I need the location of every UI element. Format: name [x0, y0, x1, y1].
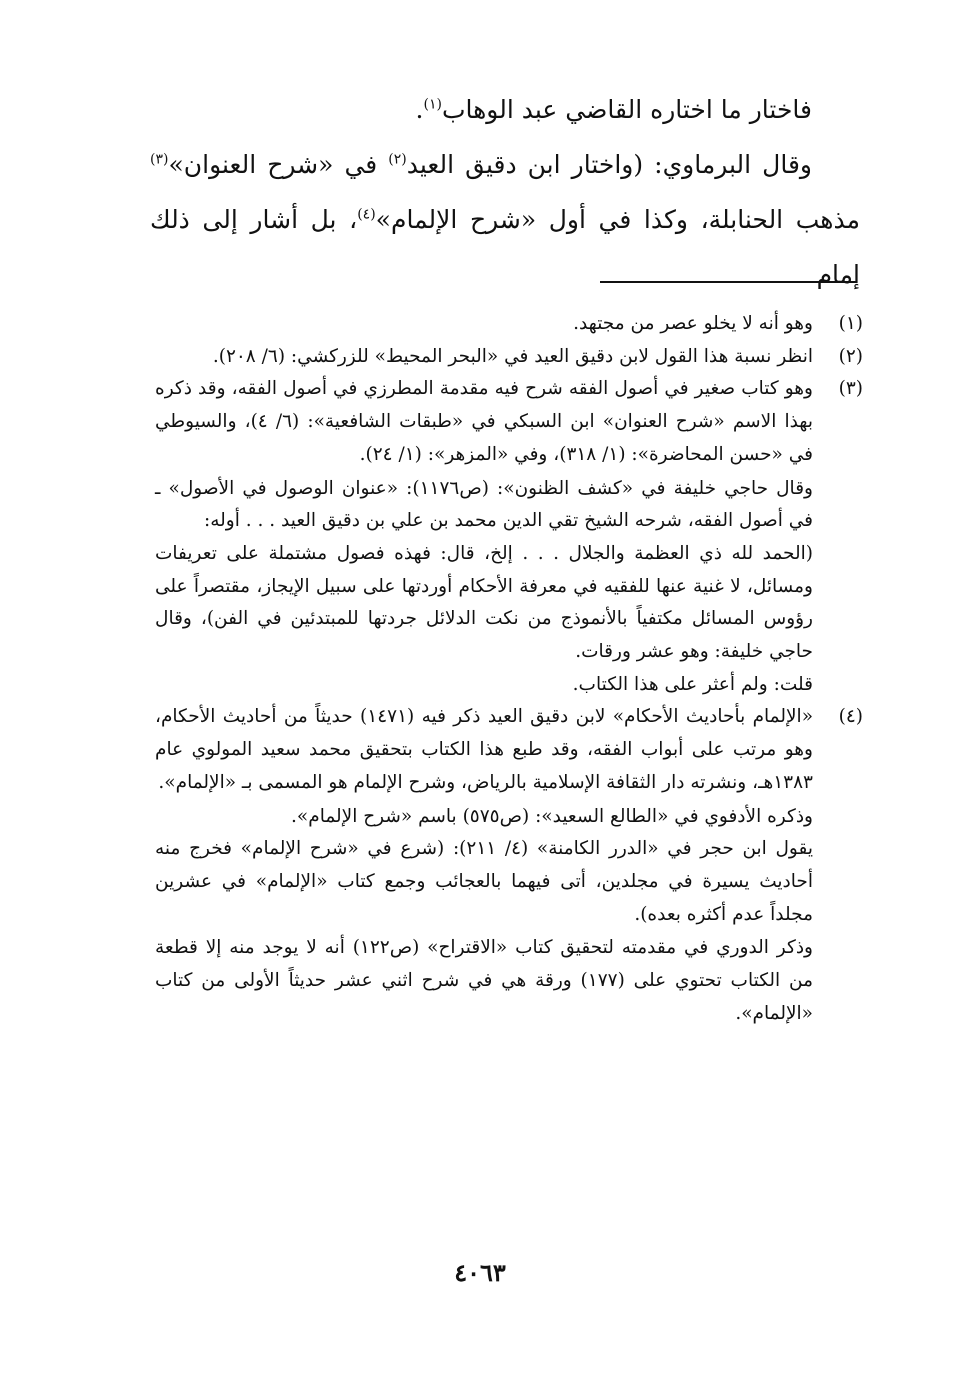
footnote-body — [155, 701, 813, 1030]
footnote-ref-2: (٢) — [388, 151, 407, 168]
footnote-text: «الإلمام بأحاديث الأحكام» لابن دقيق العيد ذكر فيه (١٤٧١) حديثاً من أحاديث الأحكام، وهو مرتب على أبواب الفقه، وقد طبع هذا الكتاب بتحقيق محمد سعيد المولوي عام ١٣٨٣هـ، ونشرته دار الثقافة الإسلامية بالرياض، وشرح الإلمام هو المسمى بـ «الإلمام». — [155, 706, 814, 793]
main-text-run: . — [415, 95, 424, 124]
footnote-body — [155, 308, 813, 341]
footnote-text: قلت: ولم أعثر على هذا الكتاب. — [572, 673, 813, 695]
main-text-run: ، بل أشار إلى ذلك إمام — [150, 205, 860, 289]
footnote-ref-3: (٣) — [150, 151, 169, 168]
footnote-separator — [600, 281, 856, 283]
footnote-body — [155, 373, 813, 701]
footnote-number: (١) — [838, 313, 863, 334]
footnote-2 — [155, 341, 863, 374]
main-text-run: وقال البرماوي: (واختار ابن دقيق العيد — [406, 150, 812, 179]
main-text — [150, 82, 860, 302]
footnote-4 — [155, 701, 863, 1030]
footnote-ref-1: (١) — [423, 96, 442, 113]
footnote-text: وهو أنه لا يخلو عصر من مجتهد. — [573, 313, 813, 334]
footnote-text: يقول ابن حجر في «الدرر الكامنة» (٤/ ٢١١): (شرع في «شرح الإلمام» فخرج منه أحاديث يسيرة في مجلدين، أتى فيهما بالعجائب وجمع كتاب «الإلمام» في عشرين مجلداً عدم أكثره بعده). — [155, 838, 813, 925]
footnote-body — [155, 341, 813, 374]
footnote-3 — [155, 373, 863, 701]
footnotes — [155, 308, 863, 1030]
main-text-run: مذهب الحنابلة، وكذا في أول «شرح الإلمام» — [375, 205, 860, 234]
footnote-number: (٣) — [838, 378, 863, 400]
main-text-run: في «شرح العنوان» — [168, 150, 389, 179]
footnote-number: (٢) — [838, 345, 863, 367]
footnote-text: (الحمد لله ذي العظمة والجلال . . . إلخ، قال: فهذه فصول مشتملة على تعريفات ومسائل، لا غنية عنها للفقيه في معرفة الأحكام أوردتها على سبيل الإيجاز، مقتصراً على رؤوس المسائل مكتفياً بالأنموذج من نكت الدلائل جردتها للمبتدئين في الفن)، وقال حاجي خليفة: وهو عشر ورقات. — [155, 542, 813, 663]
footnote-text: وذكره الأدفوي في «الطالع السعيد»: (ص٥٧٥) باسم «شرح الإلمام». — [291, 805, 813, 827]
main-paragraph-2 — [150, 137, 860, 302]
footnote-1 — [155, 308, 863, 341]
footnote-text: وذكر الدوري في مقدمته لتحقيق كتاب «الاقتراح» (ص١٢٢) أنه لا يوجد منه إلا قطعة من الكتاب تحتوي على (١٧٧) ورقة هي في شرح اثني عشر حديثاً الأولى من كتاب «الإلمام». — [155, 937, 813, 1024]
footnote-text: وهو كتاب صغير في أصول الفقه شرح فيه مقدمة المطرزي في أصول الفقه، وقد ذكره بهذا الاسم «شرح العنوان» ابن السبكي في «طبقات الشافعية»: (٦/ ٤)، والسيوطي في «حسن المحاضرة»: (١/ ٣١٨)، وفي «المزهر»: (١/ ٢٤). — [155, 378, 813, 465]
footnote-text: انظر نسبة هذا القول لابن دقيق العيد في «البحر المحيط» للزركشي: (٦/ ٢٠٨). — [212, 345, 813, 367]
main-paragraph-1 — [150, 82, 860, 137]
footnote-number: (٤) — [838, 706, 863, 728]
footnote-ref-4: (٤) — [357, 206, 376, 223]
footnote-text: وقال حاجي خليفة في «كشف الظنون»: (ص١١٧٦): «عنوان الوصول في الأصول» ـ في أصول الفقه، شرحه الشيخ تقي الدين محمد بن علي بن دقيق العيد . . . أوله: — [155, 477, 813, 532]
main-text-run: فاختار ما اختاره القاضي عبد الوهاب — [441, 95, 812, 124]
page-number: ٤٠٦٣ — [454, 1258, 506, 1287]
